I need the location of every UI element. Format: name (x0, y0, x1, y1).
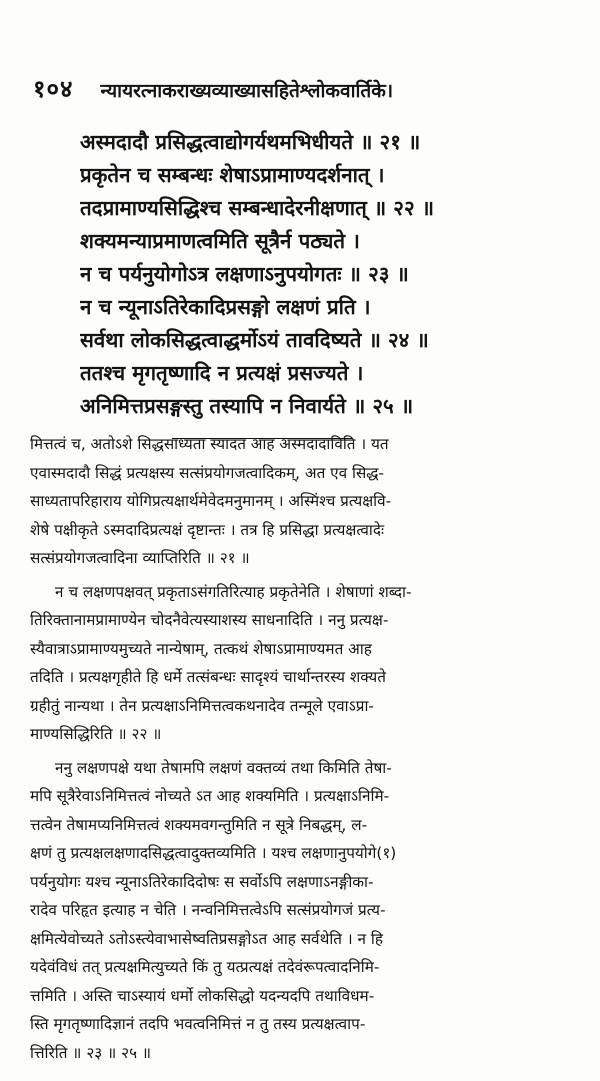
commentary-line: शेषे पक्षीकृते ऽस्मदादिप्रत्यक्षं दृष्टान्तः । तत्र हि प्रसिद्धा प्रत्यक्षत्वादेः (30, 520, 385, 539)
commentary-line: ग्रहीतुं नान्यथा । तेन प्रत्यक्षाऽनिमित्तत्वकथनादेव तन्मूले एवाऽप्रा- (30, 696, 374, 715)
verse-line: सर्वथा लोकसिद्धत्वाद्धर्मोऽयं तावदिष्यते ॥ २४ ॥ (80, 328, 429, 352)
verse-line: न च न्यूनाऽतिरेकादिप्रसङ्गो लक्षणं प्रति । (80, 295, 371, 319)
verse-line: अनिमित्तप्रसङ्गस्तु तस्यापि न निवार्यते ॥ २५ ॥ (80, 394, 414, 418)
commentary-line: क्षणं तु प्रत्यक्षलक्षणादसिद्धत्वादुक्तव्यमिति । यश्च लक्षणानुपयोगे(१) (30, 844, 397, 862)
commentary-block (30, 430, 585, 1070)
commentary-paragraph (30, 578, 585, 749)
commentary-line: रादेव परिहृत इत्याह न चेति । नन्वनिमित्तत्वेऽपि सत्संप्रयोगजं प्रत्य- (30, 901, 386, 919)
running-title: न्यायरत्नाकराख्यव्याख्यासहितेश्लोकवार्तिके। (100, 80, 394, 102)
commentary-line: त्तिरिति ॥ २३ ॥ २५ ॥ (30, 1043, 152, 1062)
commentary-line: एवास्मदादौ सिद्धं प्रत्यक्षस्य सत्संप्रयोगजत्वादिकम्, अत एव सिद्ध- (30, 463, 385, 482)
commentary-line: स्यैवात्राऽप्रामाण्यमुच्यते नान्येषाम्, तत्कथं शेषाऽप्रामाण्यमत आह (30, 639, 372, 658)
commentary-line: सत्संप्रयोगजत्वादिना व्याप्तिरिति ॥ २१ ॥ (30, 549, 250, 567)
commentary-line: यदेवंविधं तत् प्रत्यक्षमित्युच्यते किं तु यत्प्रत्यक्षं तदेवंरूपत्वादनिमि- (30, 958, 380, 976)
commentary-line: मित्तत्वं च, अतोऽशे सिद्धसाध्यता स्यादत आह अस्मदादाविति । यत (30, 435, 389, 453)
verse-line: प्रकृतेन च सम्बन्धः शेषाऽप्रामाण्यदर्शनात् । (80, 163, 385, 187)
verse-line: शक्यमन्याप्रमाणत्वमिति सूत्रैर्न पठ्यते । (80, 229, 360, 253)
page-number: १०४ (33, 75, 74, 103)
commentary-line: तदिति । प्रत्यक्षगृहीते हि धर्मे तत्संबन्धः सादृश्यं चार्थान्तरस्य शक्यते (30, 668, 387, 686)
commentary-line: त्तत्वेन तेषामप्यनिमित्तत्वं शक्यमवगन्तुमिति न सूत्रे निबद्धम्, ल- (30, 815, 368, 834)
commentary-line: त्तमिति । अस्ति चाऽस्यायं धर्मो लोकसिद्धो यदन्यदपि तथाविधम- (30, 986, 375, 1005)
verse-line: तदप्रामाण्यसिद्धिश्च सम्बन्धादेरनीक्षणात् ॥ २२ ॥ (80, 196, 435, 220)
page-header (33, 72, 573, 102)
verse-line: ततश्च मृगतृष्णादि न प्रत्यक्षं प्रसज्यते । (80, 361, 364, 385)
verse-line: न च पर्यनुयोगोऽत्र लक्षणाऽनुपयोगतः ॥ २३ ॥ (80, 262, 409, 286)
commentary-line: माण्यसिद्धिरिति ॥ २२ ॥ (30, 725, 162, 743)
commentary-paragraph (30, 754, 585, 1068)
commentary-line: मपि सूत्रैरेवाऽनिमित्तत्वं नोच्यते ऽत आह शक्यमिति । प्रत्यक्षाऽनिमि- (30, 787, 390, 805)
commentary-line: क्षमित्येवोच्यते ऽतोऽस्त्येवाभासेष्वतिप्रसङ्गोऽत आह सर्वथेति । न हि (30, 929, 383, 948)
commentary-line: स्ति मृगतृष्णादिज्ञानं तदपि भवत्वनिमित्तं न तु तस्य प्रत्यक्षत्वाप- (30, 1015, 366, 1033)
verse-block (80, 126, 585, 423)
commentary-paragraph (30, 430, 585, 573)
commentary-line: ननु लक्षणपक्षे यथा तेषामपि लक्षणं वक्तव्यं तथा किमिति तेषा- (55, 758, 392, 777)
commentary-line: न च लक्षणपक्षवत् प्रकृताऽसंगतिरित्याह प्रकृतेनेति । शेषाणां शब्दा- (55, 582, 412, 601)
commentary-line: पर्यनुयोगः यश्च न्यूनाऽतिरेकादिदोषः स सर्वोऽपि लक्षणाऽनङ्गीका- (30, 872, 374, 891)
verse-line: अस्मदादौ प्रसिद्धत्वाद्योगर्यथमभिधीयते ॥ २१ ॥ (80, 130, 421, 154)
commentary-line: साध्यतापरिहाराय योगिप्रत्यक्षार्थमेवेदमनुमानम् । अस्मिंश्च प्रत्यक्षवि- (30, 492, 392, 510)
commentary-line: तिरिक्तानामप्रामाण्येन चोदनैवेत्यस्याशस्य साधनादिति । ननु प्रत्यक्ष- (30, 611, 389, 629)
